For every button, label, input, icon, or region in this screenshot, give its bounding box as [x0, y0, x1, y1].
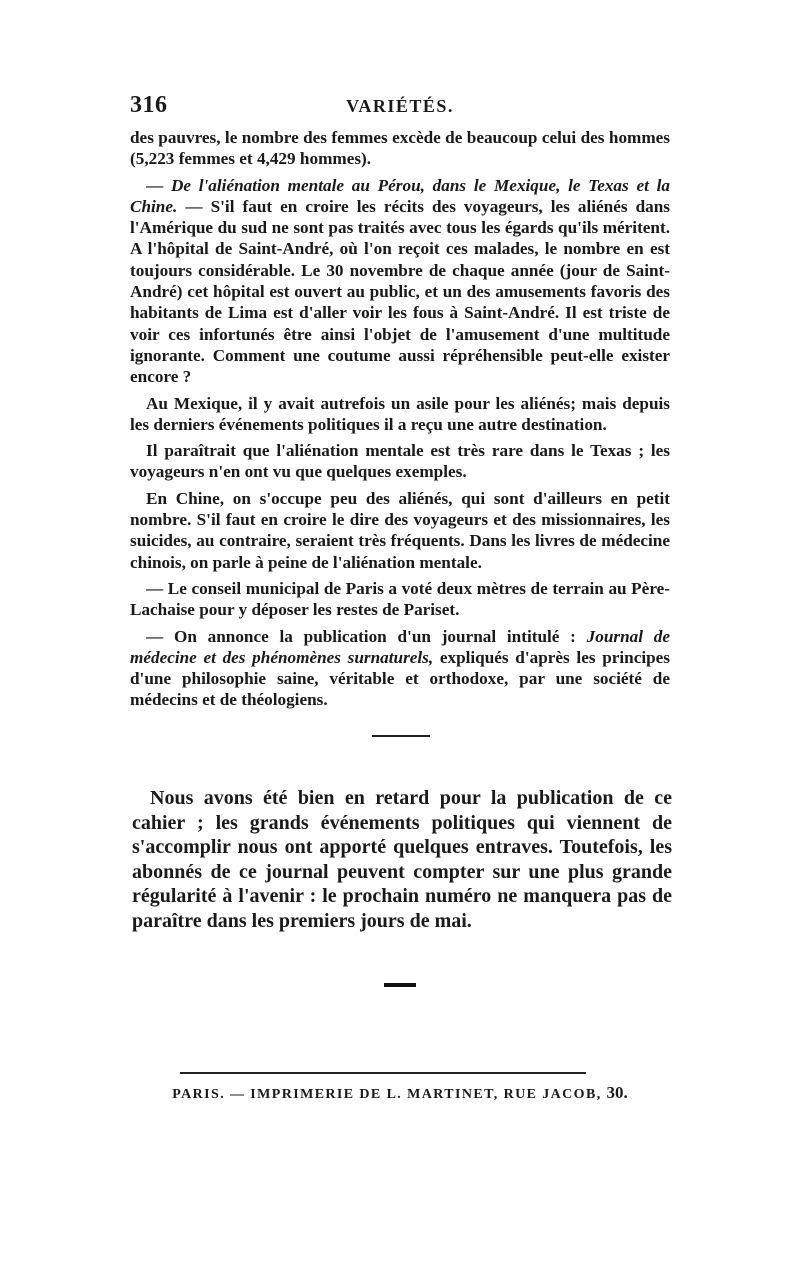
imprint-text: PARIS. — IMPRIMERIE DE L. MARTINET, RUE JACOB,	[172, 1087, 602, 1102]
notice-text: Nous avons été bien en retard pour la publication de ce cahier ; les grands événements politiques qui viennent de s'accomplir nous ont apporté quelques entraves. Toutefois, les abonnés de ce journal peuvent compter sur une plus grande régularité à l'avenir : le prochain numéro ne manquera pas de paraître dans les premiers jours de mai.	[132, 787, 672, 932]
paragraph-mexique: Au Mexique, il y avait autrefois un asile pour les aliénés; mais depuis les derniers événements politiques il a reçu une autre destination.	[130, 393, 670, 434]
section-divider	[372, 735, 430, 737]
page-header	[130, 92, 670, 126]
dash: —	[146, 175, 171, 195]
journal-title: Journal de médecine et des phénomènes surnaturels,	[130, 626, 670, 667]
paragraph-journal	[130, 626, 670, 711]
notice-divider	[384, 983, 416, 987]
paragraph-chine: En Chine, on s'occupe peu des aliénés, qui sont d'ailleurs en petit nombre. S'il faut en croire le dire des voyageurs et des missionnaires, les suicides, au contraire, seraient très fréquents. Dans les livres de médecine chinois, on parle à peine de l'aliénation mentale.	[130, 488, 670, 572]
running-head: VARIÉTÉS.	[346, 96, 454, 116]
paragraph-alienation-perou	[130, 175, 670, 388]
article-body	[130, 127, 670, 716]
paragraph-pariset: — Le conseil municipal de Paris a voté deux mètres de terrain au Père-Lachaise pour y déposer les restes de Pariset.	[130, 578, 670, 620]
printer-imprint	[150, 1083, 650, 1103]
section-title-alienation: De l'aliénation mentale au Pérou, dans le Mexique, le Texas et la Chine.	[130, 175, 670, 216]
paragraph-journal-intro: — On annonce la publication d'un journal intitulé :	[146, 626, 587, 646]
paragraph-journal-body: expliqués d'après les principes d'une philosophie saine, véritable et orthodoxe, par une société de médecins et de théologiens.	[130, 647, 670, 710]
imprint-number: 30.	[606, 1083, 628, 1102]
paragraph-texas: Il paraîtrait que l'aliénation mentale est très rare dans le Texas ; les voyageurs n'en ont vu que quelques exemples.	[130, 441, 670, 482]
paragraph-alienation-body: — S'il faut en croire les récits des voyageurs, les aliénés dans l'Amérique du sud ne sont pas traités avec tous les égards qu'ils méritent. A l'hôpital de Saint-André, où l'on reçoit ces malades, le nombre en est toujours considérable. Le 30 novembre de chaque année (jour de Saint-André) cet hôpital est ouvert au public, et un des amusements favoris des habitants de Lima est d'aller voir les fous à Saint-André. Il est triste de voir ces infortunés être ainsi l'objet de l'amusement d'une multitude ignorante. Comment une coutume aussi répréhensible peut-elle exister encore ?	[130, 196, 670, 387]
imprint-rule	[180, 1072, 586, 1074]
page-number: 316	[130, 92, 168, 118]
publisher-notice	[132, 786, 672, 933]
paragraph-pauvres: des pauvres, le nombre des femmes excède de beaucoup celui des hommes (5,223 femmes et 4,429 hommes).	[130, 128, 670, 169]
